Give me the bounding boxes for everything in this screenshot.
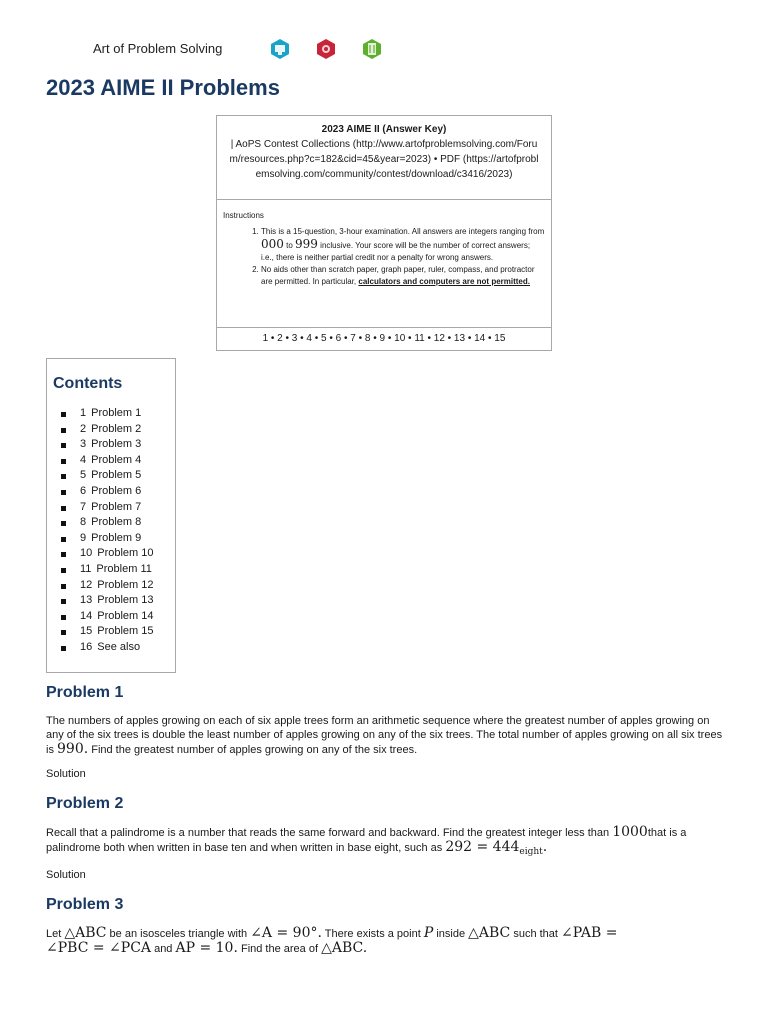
infobox-title: 2023 AIME II bbox=[321, 124, 380, 135]
problem-1-solution-link[interactable]: Solution bbox=[46, 768, 86, 780]
toc-item-label[interactable]: Problem 14 bbox=[97, 609, 154, 622]
toc-item-label[interactable]: Problem 5 bbox=[91, 469, 142, 482]
toc-item-number: 11 bbox=[80, 562, 92, 575]
calculators-warning: calculators and computers are not permitted. bbox=[358, 277, 530, 286]
toc-item[interactable] bbox=[77, 515, 154, 531]
instructions-label: Instructions bbox=[223, 211, 264, 220]
toc-item-label[interactable]: Problem 6 bbox=[91, 484, 142, 497]
toc-item[interactable] bbox=[77, 640, 154, 656]
page-title: 2023 AIME II Problems bbox=[46, 75, 280, 100]
bookstore-icon[interactable] bbox=[361, 38, 383, 60]
toc-item[interactable] bbox=[77, 531, 154, 547]
toc-item-label[interactable]: Problem 11 bbox=[96, 562, 152, 575]
toc-item[interactable] bbox=[77, 453, 154, 469]
problem-1-heading: Problem 1 bbox=[46, 684, 124, 701]
table-of-contents bbox=[46, 358, 176, 673]
toc-item[interactable] bbox=[77, 422, 154, 438]
toc-item[interactable] bbox=[77, 546, 154, 562]
site-header bbox=[93, 38, 413, 60]
instruction-item: 2. No aids other than scratch paper, graph paper, ruler, compass, and protractor are permitted. In particular, calculators and computers are not permitted. bbox=[261, 264, 545, 288]
toc-item-label[interactable]: Problem 2 bbox=[91, 422, 142, 435]
toc-item-number: 7 bbox=[80, 500, 87, 513]
toc-item-label[interactable]: Problem 9 bbox=[91, 531, 142, 544]
toc-item-label[interactable]: Problem 10 bbox=[97, 547, 154, 560]
instruction-item: 1. This is a 15-question, 3-hour examination. All answers are integers ranging from 000 to 999 inclusive. Your score will be the number of correct answers; i.e., there is neither partial credit nor a penalty for wrong answers. bbox=[261, 226, 545, 264]
toc-item[interactable] bbox=[77, 500, 154, 516]
toc-list bbox=[77, 406, 154, 656]
toc-item[interactable] bbox=[77, 562, 154, 578]
toc-item-number: 9 bbox=[80, 531, 87, 544]
toc-item-label[interactable]: Problem 1 bbox=[91, 407, 142, 419]
problem-3-section bbox=[46, 896, 726, 956]
problem-1-text: The numbers of apples growing on each of six apple trees form an arithmetic sequence where the greatest number of apples growing on any of the six trees is double the least number of apples growing on any of the six trees. The total number of apples growing on all six trees is 990. Find the greatest number of apples growing on any of the six trees. bbox=[46, 715, 723, 757]
contest-infobox bbox=[216, 115, 552, 351]
toc-item-number: 10 bbox=[80, 547, 93, 560]
toc-item-number: 15 bbox=[80, 625, 93, 638]
aops-academy-icon[interactable] bbox=[269, 38, 291, 60]
toc-item-number: 13 bbox=[80, 594, 93, 607]
toc-item-number: 5 bbox=[80, 469, 87, 482]
problem-2-section bbox=[46, 795, 726, 881]
problem-2-heading: Problem 2 bbox=[46, 795, 124, 812]
problem-1-section bbox=[46, 684, 726, 780]
toc-item-number: 14 bbox=[80, 609, 93, 622]
site-name-link[interactable]: Art of Problem Solving bbox=[93, 41, 223, 56]
toc-item-label[interactable]: Problem 15 bbox=[97, 625, 154, 638]
problem-3-heading: Problem 3 bbox=[46, 896, 124, 913]
toc-item-number: 6 bbox=[80, 484, 87, 497]
toc-item[interactable] bbox=[77, 624, 154, 640]
toc-item-number: 8 bbox=[80, 516, 87, 529]
toc-item[interactable] bbox=[77, 406, 154, 422]
toc-item[interactable] bbox=[77, 437, 154, 453]
answer-key-link[interactable]: Answer Key bbox=[385, 124, 444, 135]
toc-item-label[interactable]: Problem 12 bbox=[97, 578, 154, 591]
toc-item-number: 12 bbox=[80, 578, 93, 591]
toc-item-label[interactable]: See also bbox=[97, 640, 141, 653]
instructions bbox=[217, 200, 551, 328]
toc-item[interactable] bbox=[77, 578, 154, 594]
toc-item[interactable] bbox=[77, 484, 154, 500]
toc-item-number: 4 bbox=[80, 453, 87, 466]
alcumus-icon[interactable] bbox=[315, 38, 337, 60]
toc-item-label[interactable]: Problem 13 bbox=[97, 594, 154, 607]
toc-item-number: 2 bbox=[80, 422, 87, 435]
problem-nav[interactable]: 1 • 2 • 3 • 4 • 5 • 6 • 7 • 8 • 9 • 10 • 11 • 12 • 13 • 14 • 15 bbox=[262, 333, 506, 344]
toc-item-number: 3 bbox=[80, 438, 87, 451]
problem-2-solution-link[interactable]: Solution bbox=[46, 869, 86, 882]
toc-title: Contents bbox=[53, 375, 123, 392]
toc-item-number: 1 bbox=[80, 407, 87, 419]
toc-item[interactable] bbox=[77, 593, 154, 609]
toc-item[interactable] bbox=[77, 468, 154, 484]
toc-item-label[interactable]: Problem 8 bbox=[91, 516, 142, 529]
toc-item-number: 16 bbox=[80, 640, 93, 653]
toc-item-label[interactable]: Problem 3 bbox=[91, 438, 142, 451]
toc-item-label[interactable]: Problem 4 bbox=[91, 453, 142, 466]
collections-line[interactable]: | AoPS Contest Collections (http://www.artofproblemsolving.com/Forum/resources.php?c=182&cid=45&year=2023) • PDF (https://artofproblemsolving.com/community/contest/download/c3416/2023) bbox=[229, 139, 539, 180]
problem-2-text: Recall that a palindrome is a number that reads the same forward and backward. Find the greatest integer less than 1000that is a palindrome both when written in base ten and when written in base eight, such as $292 = 444_{eight}$. bbox=[46, 824, 687, 858]
toc-item[interactable] bbox=[77, 609, 154, 625]
problem-3-text: Let △ABC be an isosceles triangle with ∠A = 90°. There exists a point P inside △ABC such that ∠PAB = ∠PBC = ∠PCA and AP = 10. Find the area of △ABC. bbox=[46, 925, 618, 956]
toc-item-label[interactable]: Problem 7 bbox=[91, 500, 142, 513]
infobox-header: 2023 AIME II (Answer Key) | AoPS Contest Collections (http://www.artofproblemsolving.com/Forum/resources.php?c=182&cid=45&year=2023) • PDF (https://artofproblemsolving.com/community/contest/download/c3416/2023) bbox=[217, 116, 551, 200]
